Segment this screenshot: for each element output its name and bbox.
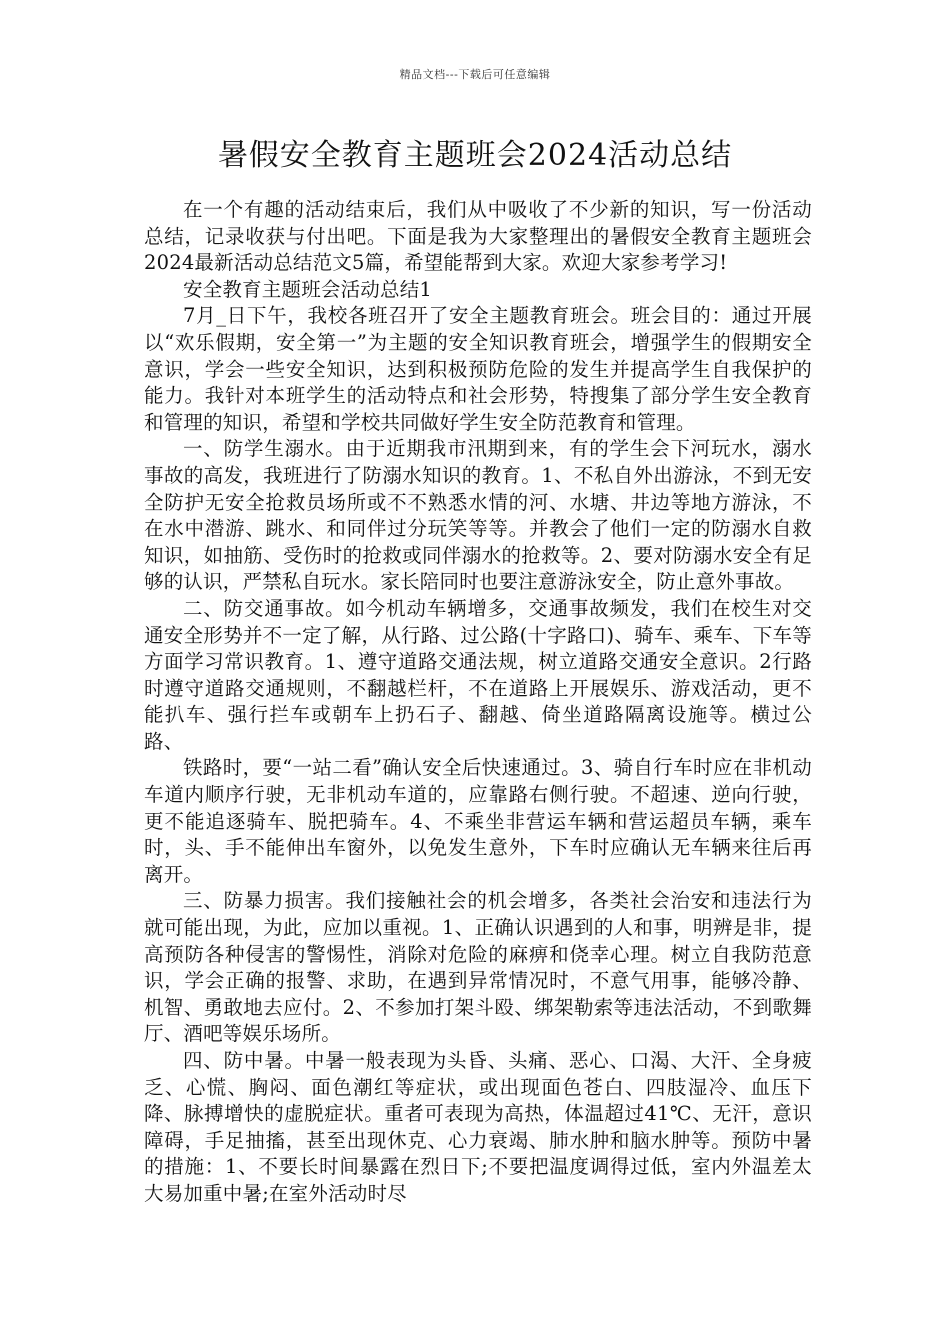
paragraph-drowning: 一、防学生溺水。由于近期我市汛期到来，有的学生会下河玩水，溺水事故的高发，我班进行了防溺水知识的教育。1、不私自外出游泳，不到无安全防护无安全抢救员场所或不不熟悉水情的河、水塘、井边等地方游泳，不在水中潜游、跳水、和同伴过分玩笑等等。并教会了他们一定的防溺水自救知识，如抽筋、受伤时的抢救或同伴溺水的抢救等。2、要对防溺水安全有足够的认识，严禁私自玩水。家长陪同时也要注意游泳安全，防止意外事故。 xyxy=(144,437,812,594)
paragraph-heatstroke: 四、防中暑。中暑一般表现为头昏、头痛、恶心、口渴、大汗、全身疲乏、心慌、胸闷、面色潮红等症状，或出现面色苍白、四肢湿冷、血压下降、脉搏增快的虚脱症状。重者可表现为高热，体温超过41℃、无汗，意识障碍，手足抽搐，甚至出现休克、心力衰竭、肺水肿和脑水肿等。预防中暑的措施：1、不要长时间暴露在烈日下;不要把温度调得过低，室内外温差太大易加重中暑;在室外活动时尽 xyxy=(144,1049,812,1205)
paragraph-violence: 三、防暴力损害。我们接触社会的机会增多，各类社会治安和违法行为就可能出现，为此，应加以重视。1、正确认识遇到的人和事，明辨是非，提高预防各种侵害的警惕性，消除对危险的麻痹和侥幸心理。树立自我防范意识，学会正确的报警、求助，在遇到异常情况时，不意气用事，能够冷静、机智、勇敢地去应付。2、不参加打架斗殴、绑架勒索等违法活动，不到歌舞厅、酒吧等娱乐场所。 xyxy=(144,889,812,1046)
document-title: 暑假安全教育主题班会2024活动总结 xyxy=(217,138,733,173)
header-note: 精品文档---下载后可任意编辑 xyxy=(399,68,551,81)
document-body xyxy=(144,197,812,1208)
paragraph-intro: 在一个有趣的活动结束后，我们从中吸收了不少新的知识，写一份活动总结，记录收获与付出吧。下面是我为大家整理出的暑假安全教育主题班会2024最新活动总结范文5篇，希望能帮到大家。欢迎大家参考学习! xyxy=(144,198,812,275)
section-heading: 安全教育主题班会活动总结1 xyxy=(183,277,433,301)
paragraph-railway: 铁路时，要“一站二看”确认安全后快速通过。3、骑自行车时应在非机动车道内顺序行驶，无非机动车道的，应靠路右侧行驶。不超速、逆向行驶，更不能追逐骑车、脱把骑车。4、不乘坐非营运车辆和营运超员车辆，乘车时，头、手不能伸出车窗外，以免发生意外，下车时应确认无车辆来往后再离开。 xyxy=(144,756,812,886)
paragraph-traffic: 二、防交通事故。如今机动车辆增多，交通事故频发，我们在校生对交通安全形势并不一定了解，从行路、过公路(十字路口)、骑车、乘车、下车等方面学习常识教育。1、遵守道路交通法规，树立道路交通安全意识。2行路时遵守道路交通规则，不翻越栏杆，不在道路上开展娱乐、游戏活动，更不能扒车、强行拦车或朝车上扔石子、翻越、倚坐道路隔离设施等。横过公路、 xyxy=(144,596,812,753)
paragraph-overview: 7月_日下午，我校各班召开了安全主题教育班会。班会目的：通过开展以“欢乐假期，安全第一”为主题的安全知识教育班会，增强学生的假期安全意识，学会一些安全知识，达到积极预防危险的发生并提高学生自我保护的能力。我针对本班学生的活动特点和社会形势，特搜集了部分学生安全教育和管理的知识，希望和学校共同做好学生安全防范教育和管理。 xyxy=(144,304,812,434)
